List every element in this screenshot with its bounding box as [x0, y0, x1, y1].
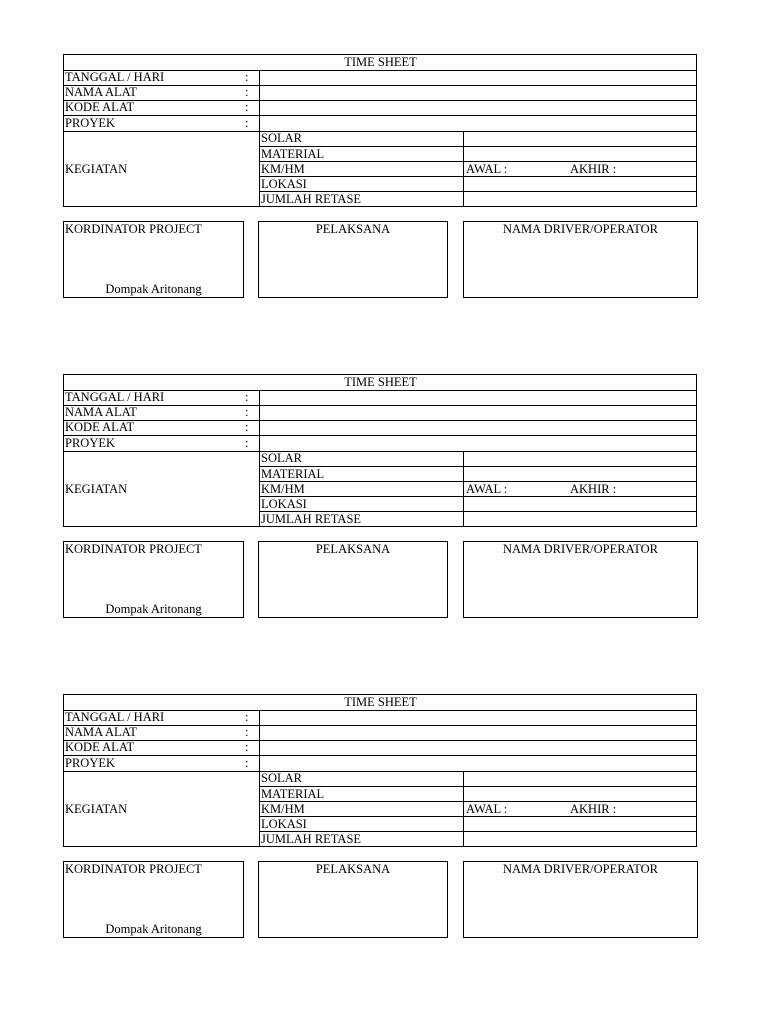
field-colon: :	[245, 390, 249, 404]
activity-label-jumlah-retase: JUMLAH RETASE	[261, 832, 362, 846]
driver-signature-box	[463, 861, 698, 938]
field-colon: :	[245, 100, 249, 114]
sheet-title: TIME SHEET	[344, 55, 417, 69]
activity-label-lokasi: LOKASI	[261, 497, 307, 511]
activity-label-kmhm: KM/HM	[261, 802, 305, 816]
time-sheet-table	[63, 374, 697, 527]
field-label-nama-alat: NAMA ALAT	[65, 405, 137, 419]
akhir-label: AKHIR :	[570, 162, 617, 176]
field-label-tanggal: TANGGAL / HARI	[65, 390, 165, 404]
activity-label-lokasi: LOKASI	[261, 817, 307, 831]
field-colon: :	[245, 116, 249, 130]
activity-label-jumlah-retase: JUMLAH RETASE	[261, 512, 362, 526]
kegiatan-label: KEGIATAN	[65, 802, 128, 816]
activity-label-kmhm: KM/HM	[261, 162, 305, 176]
activity-label-solar: SOLAR	[261, 131, 302, 145]
field-label-kode-alat: KODE ALAT	[65, 740, 135, 754]
field-colon: :	[245, 420, 249, 434]
pelaksana-title: PELAKSANA	[315, 542, 391, 556]
field-colon: :	[245, 725, 249, 739]
activity-label-kmhm: KM/HM	[261, 482, 305, 496]
akhir-label: AKHIR :	[570, 802, 617, 816]
kegiatan-label: KEGIATAN	[65, 482, 128, 496]
field-colon: :	[245, 756, 249, 770]
koordinator-name: Dompak Aritonang	[105, 922, 202, 936]
sheet-title: TIME SHEET	[344, 375, 417, 389]
activity-label-jumlah-retase: JUMLAH RETASE	[261, 192, 362, 206]
awal-label: AWAL :	[466, 802, 508, 816]
pelaksana-title: PELAKSANA	[315, 222, 391, 236]
activity-label-material: MATERIAL	[261, 467, 325, 481]
awal-label: AWAL :	[466, 482, 508, 496]
activity-label-solar: SOLAR	[261, 771, 302, 785]
field-colon: :	[245, 405, 249, 419]
field-label-proyek: PROYEK	[65, 436, 116, 450]
field-colon: :	[245, 710, 249, 724]
awal-label: AWAL :	[466, 162, 508, 176]
activity-label-material: MATERIAL	[261, 147, 325, 161]
koordinator-signature-box	[63, 221, 244, 298]
pelaksana-signature-box	[258, 861, 448, 938]
akhir-label: AKHIR :	[570, 482, 617, 496]
pelaksana-signature-box	[258, 541, 448, 618]
koordinator-title: KORDINATOR PROJECT	[65, 542, 202, 556]
koordinator-name: Dompak Aritonang	[105, 282, 202, 296]
koordinator-title: KORDINATOR PROJECT	[65, 222, 202, 236]
kegiatan-label: KEGIATAN	[65, 162, 128, 176]
field-label-kode-alat: KODE ALAT	[65, 100, 135, 114]
field-label-tanggal: TANGGAL / HARI	[65, 70, 165, 84]
field-label-tanggal: TANGGAL / HARI	[65, 710, 165, 724]
field-label-proyek: PROYEK	[65, 116, 116, 130]
activity-label-material: MATERIAL	[261, 787, 325, 801]
koordinator-title: KORDINATOR PROJECT	[65, 862, 202, 876]
field-label-kode-alat: KODE ALAT	[65, 420, 135, 434]
koordinator-name: Dompak Aritonang	[105, 602, 202, 616]
activity-label-lokasi: LOKASI	[261, 177, 307, 191]
driver-title: NAMA DRIVER/OPERATOR	[503, 862, 658, 876]
pelaksana-title: PELAKSANA	[315, 862, 391, 876]
driver-signature-box	[463, 541, 698, 618]
field-colon: :	[245, 70, 249, 84]
sheet-title: TIME SHEET	[344, 695, 417, 709]
driver-title: NAMA DRIVER/OPERATOR	[503, 222, 658, 236]
field-colon: :	[245, 740, 249, 754]
field-colon: :	[245, 85, 249, 99]
koordinator-signature-box	[63, 541, 244, 618]
time-sheet-table	[63, 694, 697, 847]
activity-label-solar: SOLAR	[261, 451, 302, 465]
pelaksana-signature-box	[258, 221, 448, 298]
time-sheet-table	[63, 54, 697, 207]
driver-signature-box	[463, 221, 698, 298]
koordinator-signature-box	[63, 861, 244, 938]
field-colon: :	[245, 436, 249, 450]
field-label-nama-alat: NAMA ALAT	[65, 85, 137, 99]
field-label-nama-alat: NAMA ALAT	[65, 725, 137, 739]
driver-title: NAMA DRIVER/OPERATOR	[503, 542, 658, 556]
field-label-proyek: PROYEK	[65, 756, 116, 770]
